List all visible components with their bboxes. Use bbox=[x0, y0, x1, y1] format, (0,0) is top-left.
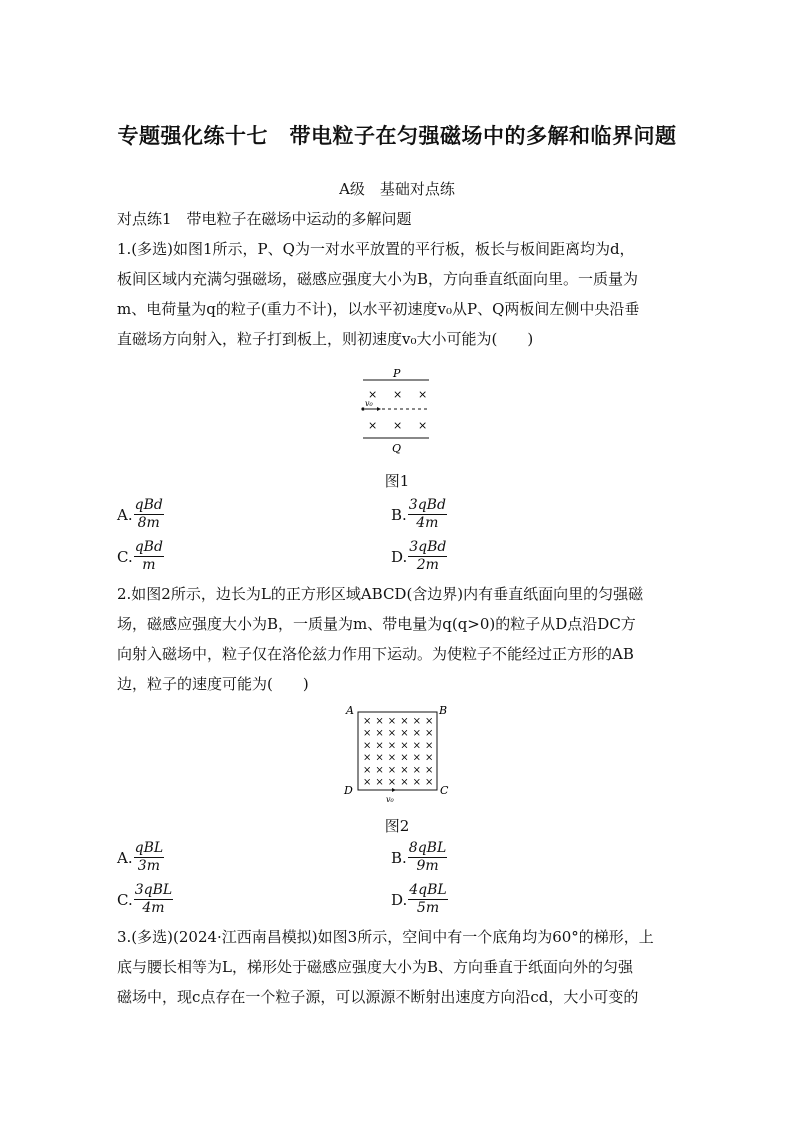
figure-2-cross: × bbox=[363, 764, 372, 776]
option-denominator: 4m bbox=[142, 900, 165, 916]
figure-2-cross: × bbox=[375, 716, 384, 727]
figure-2-cross: × bbox=[425, 777, 434, 788]
figure-1-cross: × bbox=[418, 388, 428, 401]
figure-2-cross: × bbox=[375, 764, 384, 776]
figure-2-cross: × bbox=[412, 764, 421, 776]
level-heading: A级 基础对点练 bbox=[339, 180, 455, 198]
figure-2-cross: × bbox=[387, 764, 397, 776]
figure-1-cross: × bbox=[418, 419, 428, 432]
option-denominator: 4m bbox=[416, 515, 439, 531]
figure-1-label-p: P bbox=[393, 367, 401, 380]
option-numerator: qBL bbox=[134, 840, 164, 856]
option-letter: B. bbox=[391, 848, 407, 867]
figure-2-label-c: C bbox=[440, 784, 449, 797]
option-letter: D. bbox=[391, 890, 408, 909]
figure-2-cross: × bbox=[375, 752, 384, 764]
figure-2-cross: × bbox=[400, 764, 409, 776]
option-numerator: 8qBL bbox=[408, 840, 447, 856]
figure-2-cross: × bbox=[387, 777, 397, 788]
figure-2-cross: × bbox=[375, 777, 384, 788]
question-1-option-d[interactable] bbox=[391, 539, 447, 574]
option-numerator: 3qBd bbox=[408, 497, 446, 513]
question-3-text bbox=[117, 922, 679, 1012]
figure-1-cross: × bbox=[368, 388, 378, 401]
figure-2-caption: 图2 bbox=[384, 817, 410, 835]
question-2-line: 场，磁感应强度大小为B，一质量为m、带电量为q(q>0)的粒子从D点沿DC方 bbox=[117, 615, 636, 633]
figure-2-cross: × bbox=[425, 728, 434, 740]
question-1-text bbox=[117, 234, 679, 354]
question-1-option-b[interactable] bbox=[391, 497, 447, 532]
question-1-option-a[interactable] bbox=[117, 497, 164, 532]
question-3-line: 磁场中，现c点存在一个粒子源，可以源源不断射出速度方向沿cd，大小可变的 bbox=[117, 988, 639, 1006]
figure-2-cross: × bbox=[425, 716, 434, 727]
figure-1-label-v: v₀ bbox=[365, 399, 373, 408]
page-title: 专题强化练十七 带电粒子在匀强磁场中的多解和临界问题 bbox=[117, 124, 677, 148]
figure-2-cross: × bbox=[400, 752, 409, 764]
option-numerator: qBd bbox=[134, 539, 163, 555]
figure-2-label-b: B bbox=[439, 704, 448, 717]
option-denominator: 9m bbox=[416, 858, 439, 874]
question-1-line: 直磁场方向射入，粒子打到板上，则初速度v₀大小可能为( ) bbox=[117, 330, 534, 348]
option-denominator: 2m bbox=[416, 557, 439, 573]
question-1-line: m、电荷量为q的粒子(重力不计)，以水平初速度v₀从P、Q两板间左侧中央沿垂 bbox=[117, 300, 640, 318]
figure-2-field-marks bbox=[363, 716, 433, 788]
figure-2-cross: × bbox=[387, 728, 397, 740]
figure-2-cross: × bbox=[425, 752, 434, 764]
figure-1-cross: × bbox=[393, 419, 403, 432]
option-numerator: 4qBL bbox=[409, 882, 447, 898]
figure-2-label-d: D bbox=[344, 784, 353, 797]
figure-2-cross: × bbox=[400, 728, 409, 740]
figure-2-cross: × bbox=[412, 716, 421, 727]
figure-2-cross: × bbox=[363, 777, 372, 788]
option-letter: D. bbox=[391, 547, 408, 566]
figure-2-cross: × bbox=[387, 752, 397, 764]
option-denominator: 3m bbox=[137, 858, 160, 874]
question-2-line: 边，粒子的速度可能为( ) bbox=[117, 675, 309, 693]
option-denominator: m bbox=[142, 557, 156, 573]
question-2-option-c[interactable] bbox=[117, 882, 173, 917]
question-2-option-d[interactable] bbox=[391, 882, 448, 917]
figure-2-cross: × bbox=[375, 740, 384, 752]
question-3-line: 底与腰长相等为L，梯形处于磁感应强度大小为B、方向垂直于纸面向外的匀强 bbox=[117, 958, 633, 976]
question-1-option-c[interactable] bbox=[117, 539, 164, 574]
option-letter: C. bbox=[117, 547, 133, 566]
option-letter: C. bbox=[117, 890, 133, 909]
question-2-text bbox=[117, 579, 679, 699]
question-1-line: 1.(多选)如图1所示，P、Q为一对水平放置的平行板，板长与板间距离均为d， bbox=[117, 240, 635, 258]
figure-2-cross: × bbox=[363, 728, 372, 740]
question-2-line: 2.如图2所示，边长为L的正方形区域ABCD(含边界)内有垂直纸面向里的匀强磁 bbox=[117, 585, 644, 603]
figure-2-cross: × bbox=[387, 740, 397, 752]
option-letter: A. bbox=[117, 848, 133, 867]
question-3-line: 3.(多选)(2024·江西南昌模拟)如图3所示，空间中有一个底角均为60°的梯形，上 bbox=[117, 928, 654, 946]
figure-2-cross: × bbox=[400, 740, 409, 752]
section-heading: 对点练1 带电粒子在磁场中运动的多解问题 bbox=[117, 210, 412, 228]
figure-2-diagram bbox=[340, 700, 455, 808]
figure-1-cross: × bbox=[393, 388, 403, 401]
figure-2-cross: × bbox=[363, 740, 372, 752]
figure-2-cross: × bbox=[400, 716, 409, 727]
figure-2-cross: × bbox=[412, 740, 421, 752]
figure-2-cross: × bbox=[425, 740, 434, 752]
figure-2-label-a: A bbox=[346, 704, 354, 717]
figure-2-cross: × bbox=[412, 728, 421, 740]
option-denominator: 8m bbox=[137, 515, 160, 531]
figure-1-label-q: Q bbox=[392, 442, 402, 455]
figure-1-particle bbox=[361, 407, 364, 410]
figure-1-diagram bbox=[355, 365, 435, 457]
figure-2-cross: × bbox=[412, 777, 421, 788]
figure-2-label-v: v₀ bbox=[386, 795, 394, 804]
option-numerator: 3qBd bbox=[409, 539, 447, 555]
option-letter: A. bbox=[117, 505, 133, 524]
option-numerator: 3qBL bbox=[134, 882, 173, 898]
question-2-option-b[interactable] bbox=[391, 840, 447, 875]
figure-1-caption: 图1 bbox=[384, 472, 410, 490]
option-denominator: 5m bbox=[416, 900, 440, 916]
figure-2-cross: × bbox=[425, 764, 434, 776]
question-1-line: 板间区域内充满匀强磁场，磁感应强度大小为B，方向垂直纸面向里。一质量为 bbox=[117, 270, 639, 288]
figure-2-cross: × bbox=[363, 716, 372, 727]
figure-2-cross: × bbox=[412, 752, 421, 764]
figure-2-cross: × bbox=[387, 716, 397, 727]
figure-1-cross: × bbox=[368, 419, 378, 432]
option-numerator: qBd bbox=[134, 497, 163, 513]
figure-2-cross: × bbox=[400, 777, 409, 788]
option-letter: B. bbox=[391, 505, 407, 524]
figure-2-cross: × bbox=[375, 728, 384, 740]
figure-2-cross: × bbox=[363, 752, 372, 764]
question-2-option-a[interactable] bbox=[117, 840, 164, 875]
question-2-line: 向射入磁场中，粒子仅在洛伦兹力作用下运动。为使粒子不能经过正方形的AB bbox=[117, 645, 634, 663]
